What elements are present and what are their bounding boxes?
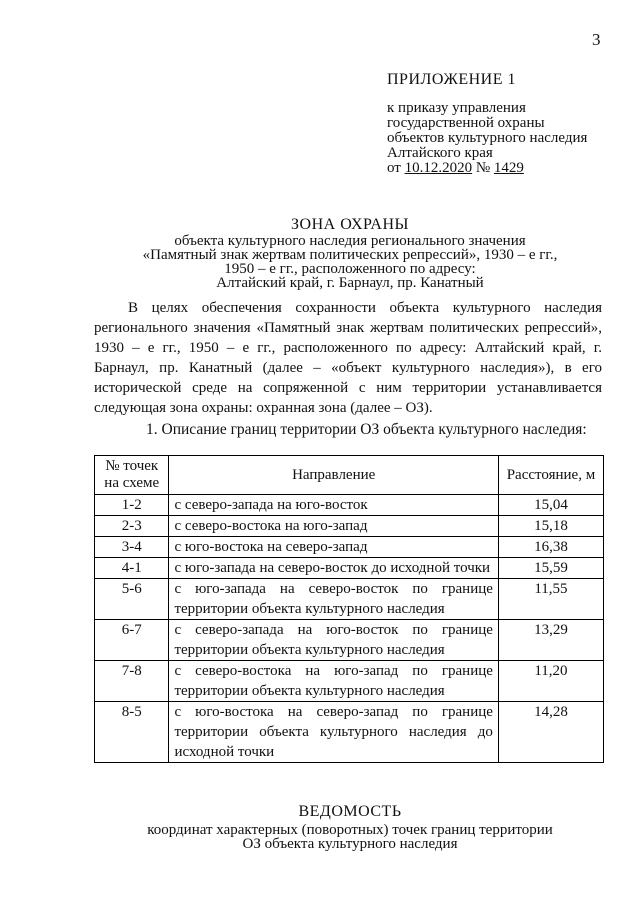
intro-paragraph: В целях обеспечения сохранности объекта культурного наследия регионального значения «Памятный знак жертвам политических репрессий», 1930 – е гг., 1950 – е гг., расположенного по адресу: Алтайский край, г. Барнаул, пр. Канатный (далее – «объект культурного наследия»), в его исторической среде на сопряженной с ним территории устанавливается следующая зона охраны: охранная зона (далее – ОЗ). (94, 300, 602, 416)
table-row (95, 702, 604, 763)
date-prefix: от (387, 160, 405, 176)
appendix-line: к приказу управления (387, 100, 526, 116)
boundary-table (94, 455, 604, 763)
header-points: № точек на схеме (95, 456, 169, 495)
header-distance: Расстояние, м (498, 456, 603, 495)
statement-line: ОЗ объекта культурного наследия (242, 836, 458, 852)
cell-distance: 14,28 (498, 702, 603, 763)
order-number: 1429 (493, 160, 524, 176)
cell-distance: 11,55 (498, 579, 603, 620)
cell-points: 2-3 (95, 516, 169, 537)
page-number: 3 (592, 30, 601, 49)
statement-block (100, 805, 600, 851)
title-heading: ЗОНА ОХРАНЫ (291, 216, 409, 233)
title-line: «Памятный знак жертвам политических репрессий», 1930 – е гг., (142, 247, 558, 263)
cell-points: 4-1 (95, 558, 169, 579)
title-block (100, 218, 600, 290)
cell-points: 8-5 (95, 702, 169, 763)
cell-distance: 15,59 (498, 558, 603, 579)
appendix-date-line (387, 161, 627, 176)
table-row (95, 516, 604, 537)
table-row (95, 495, 604, 516)
number-prefix: № (472, 160, 494, 176)
cell-points: 3-4 (95, 537, 169, 558)
cell-direction: с северо-востока на юго-запад (169, 516, 498, 537)
cell-distance: 13,29 (498, 620, 603, 661)
cell-distance: 16,38 (498, 537, 603, 558)
cell-distance: 11,20 (498, 661, 603, 702)
cell-points: 6-7 (95, 620, 169, 661)
title-line: Алтайский край, г. Барнаул, пр. Канатный (216, 275, 484, 291)
cell-direction: с северо-востока на юго-запад по границе территории объекта культурного наследия (169, 661, 498, 702)
cell-distance: 15,18 (498, 516, 603, 537)
table-header-row (95, 456, 604, 495)
order-date: 10.12.2020 (404, 160, 473, 176)
appendix-line: Алтайского края (387, 145, 493, 161)
appendix-line: объектов культурного наследия (387, 130, 588, 146)
table-row (95, 537, 604, 558)
cell-distance: 15,04 (498, 495, 603, 516)
statement-line: координат характерных (поворотных) точек границ территории (147, 822, 553, 838)
cell-direction: с юго-запада на северо-восток до исходной точки (169, 558, 498, 579)
cell-direction: с юго-востока на северо-запад (169, 537, 498, 558)
appendix-line: государственной охраны (387, 115, 545, 131)
title-line: 1950 – е гг., расположенного по адресу: (224, 261, 476, 277)
title-line: объекта культурного наследия регионального значения (174, 233, 526, 249)
table-row (95, 558, 604, 579)
appendix-heading: ПРИЛОЖЕНИЕ 1 (387, 71, 517, 88)
appendix-block (387, 72, 627, 176)
cell-direction: с юго-востока на северо-запад по границе территории объекта культурного наследия до исходной точки (169, 702, 498, 763)
table-row (95, 579, 604, 620)
section-title: 1. Описание границ территории ОЗ объекта культурного наследия: (146, 421, 587, 438)
cell-direction: с юго-запада на северо-восток по границе территории объекта культурного наследия (169, 579, 498, 620)
cell-points: 1-2 (95, 495, 169, 516)
header-direction: Направление (169, 456, 498, 495)
cell-direction: с северо-запада на юго-восток по границе территории объекта культурного наследия (169, 620, 498, 661)
table-row (95, 661, 604, 702)
statement-heading: ВЕДОМОСТЬ (298, 803, 402, 820)
cell-points: 5-6 (95, 579, 169, 620)
table-row (95, 620, 604, 661)
cell-points: 7-8 (95, 661, 169, 702)
cell-direction: с северо-запада на юго-восток (169, 495, 498, 516)
